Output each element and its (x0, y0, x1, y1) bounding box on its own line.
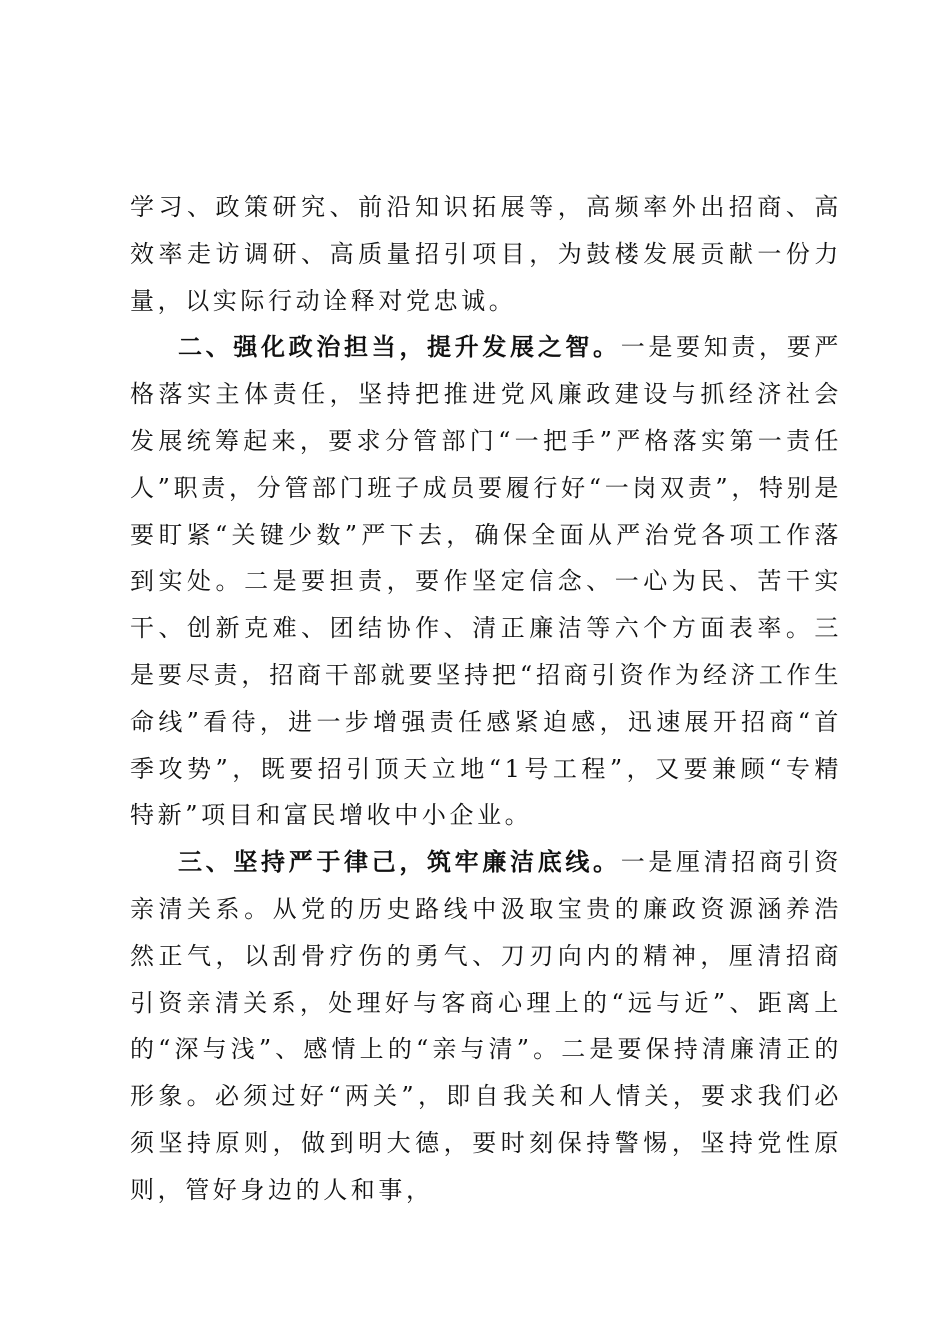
section-heading: 三、坚持严于律己，筑牢廉洁底线。 (178, 847, 621, 877)
paragraph-text: 学习、政策研究、前沿知识拓展等，高频率外出招商、高效率走访调研、高质量招引项目，为鼓楼发展贡献一份力量，以实际行动诠释对党忠诚。 (130, 193, 842, 315)
paragraph-section-two (130, 324, 842, 839)
paragraph-section-three (130, 839, 842, 1213)
paragraph-text: 一是厘清招商引资亲清关系。从党的历史路线中汲取宝贵的廉政资源涵养浩然正气，以刮骨疗伤的勇气、刀刃向内的精神，厘清招商引资亲清关系，处理好与客商心理上的“远与近”、距离上的“深与浅”、感情上的“亲与清”。二是要保持清廉清正的形象。必须过好“两关”，即自我关和人情关，要求我们必须坚持原则，做到明大德，要时刻保持警惕，坚持党性原则，管好身边的人和事， (130, 848, 842, 1204)
section-heading: 二、强化政治担当，提升发展之智。 (178, 332, 621, 362)
document-body (130, 184, 842, 1214)
paragraph-text: 一是要知责，要严格落实主体责任，坚持把推进党风廉政建设与抓经济社会发展统筹起来，要求分管部门“一把手”严格落实第一责任人”职责，分管部门班子成员要履行好“一岗双责”，特别是要盯紧“关键少数”严下去，确保全面从严治党各项工作落到实处。二是要担责，要作坚定信念、一心为民、苦干实干、创新克难、团结协作、清正廉洁等六个方面表率。三是要尽责，招商干部就要坚持把“招商引资作为经济工作生命线”看待，进一步增强责任感紧迫感，迅速展开招商“首季攻势”，既要招引顶天立地“1号工程”，又要兼顾“专精特新”项目和富民增收中小企业。 (130, 333, 842, 830)
paragraph-continuation (130, 184, 842, 324)
